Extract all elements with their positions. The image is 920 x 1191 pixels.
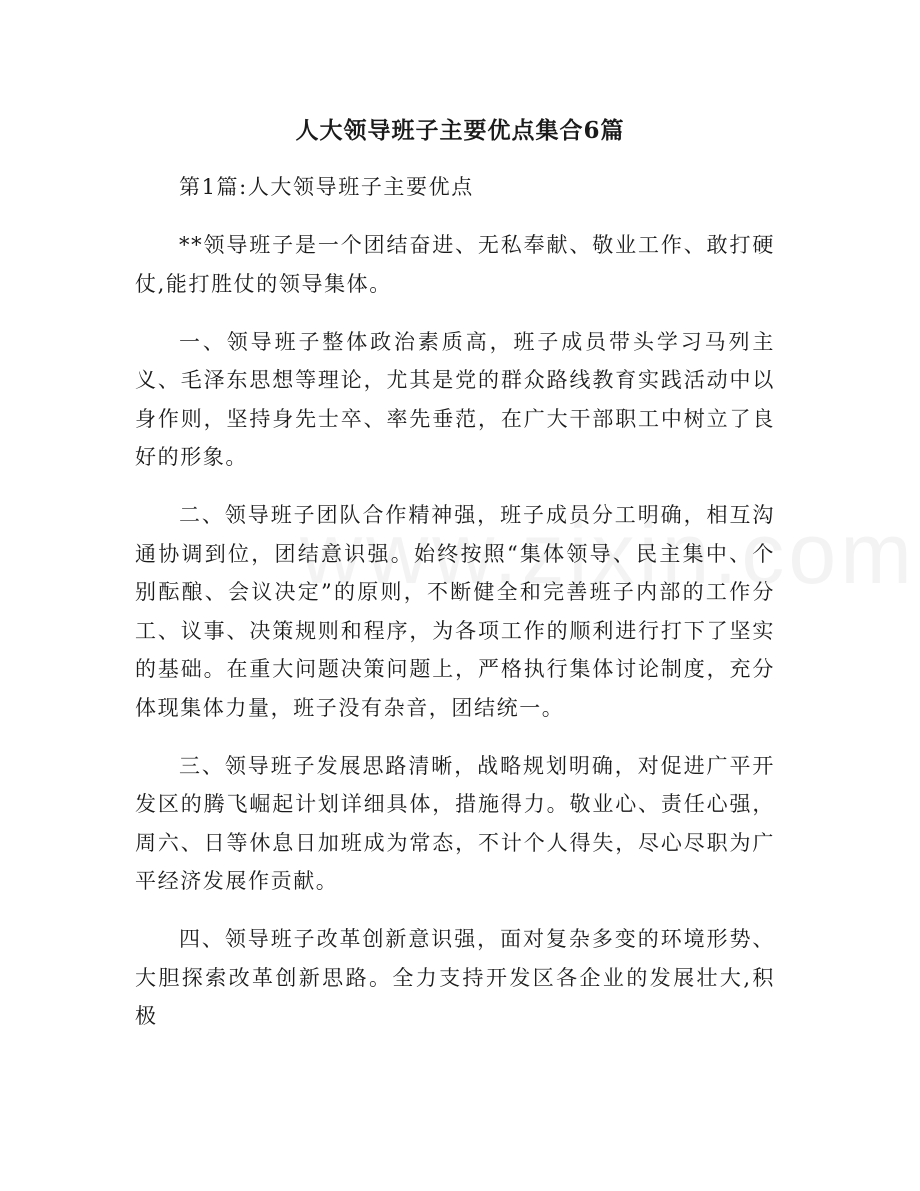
paragraph-3: 三、领导班子发展思路清晰，战略规划明确，对促进广平开发区的腾飞崛起计划详细具体，措施得力。敬业心、责任心强，周六、日等休息日加班成为常态，不计个人得失，尽心尽职为广平经济发展作贡献。: [135, 753, 775, 893]
section-heading: 第1篇:人大领导班子主要优点: [179, 175, 474, 199]
document-title: 人大领导班子主要优点集合6篇: [295, 117, 625, 144]
paragraph-intro: **领导班子是一个团结奋进、无私奉献、敬业工作、敢打硬仗,能打胜仗的领导集体。: [135, 233, 775, 296]
paragraph-2: 二、领导班子团队合作精神强，班子成员分工明确，相互沟通协调到位，团结意识强。始终按照“集体领导、民主集中、个别酝酿、会议决定”的原则，不断健全和完善班子内部的工作分工、议事、决策规则和程序，为各项工作的顺利进行打下了坚实的基础。在重大问题决策问题上，严格执行集体讨论制度，充分体现集体力量，班子没有杂音，团结统一。: [135, 503, 775, 720]
paragraph-4: 四、领导班子改革创新意识强，面对复杂多变的环境形势、大胆探索改革创新思路。全力支持开发区各企业的发展壮大,积极: [135, 927, 775, 1028]
paragraph-1: 一、领导班子整体政治素质高，班子成员带头学习马列主义、毛泽东思想等理论，尤其是党的群众路线教育实践活动中以身作则，坚持身先士卒、率先垂范，在广大干部职工中树立了良好的形象。: [135, 329, 775, 469]
document-body: [135, 168, 775, 1055]
